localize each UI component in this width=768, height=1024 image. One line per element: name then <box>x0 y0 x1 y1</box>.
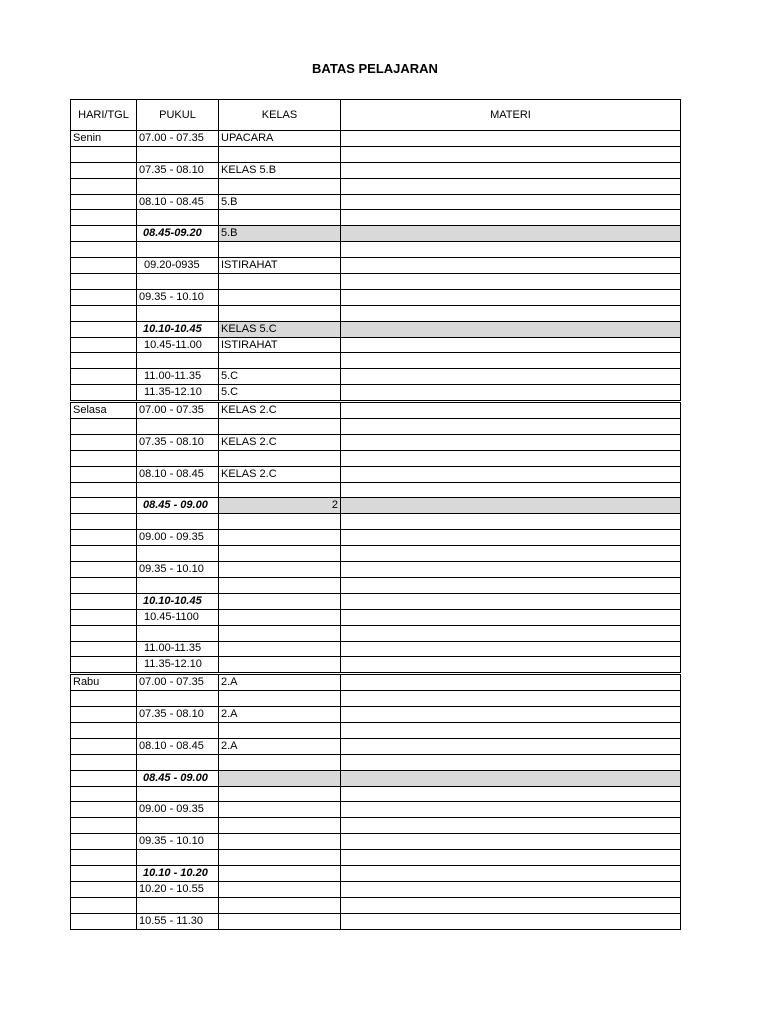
time-cell: 08.10 - 08.45 <box>137 738 219 754</box>
kelas-cell <box>219 818 341 834</box>
day-cell <box>71 162 137 178</box>
table-row <box>71 369 681 385</box>
materi-cell <box>341 546 681 562</box>
day-cell <box>71 722 137 738</box>
kelas-cell <box>219 274 341 290</box>
table-row <box>71 609 681 625</box>
day-cell <box>71 818 137 834</box>
time-cell <box>137 419 219 435</box>
day-cell <box>71 577 137 593</box>
day-cell <box>71 226 137 242</box>
materi-cell <box>341 434 681 450</box>
materi-cell <box>341 625 681 641</box>
table-row <box>71 353 681 369</box>
table-row <box>71 419 681 435</box>
kelas-cell <box>219 530 341 546</box>
time-cell: 10.10-10.45 <box>137 593 219 609</box>
time-cell: 10.10 - 10.20 <box>137 865 219 881</box>
day-cell <box>71 498 137 514</box>
day-cell <box>71 738 137 754</box>
day-cell <box>71 274 137 290</box>
header-kelas: KELAS <box>219 100 341 131</box>
time-cell <box>137 850 219 866</box>
time-cell <box>137 577 219 593</box>
time-cell: 11.35-12.10 <box>137 385 219 402</box>
kelas-cell <box>219 514 341 530</box>
materi-cell <box>341 913 681 929</box>
kelas-cell <box>219 577 341 593</box>
materi-cell <box>341 194 681 210</box>
kelas-cell: 2.A <box>219 738 341 754</box>
table-row <box>71 625 681 641</box>
day-cell <box>71 178 137 194</box>
time-cell: 09.00 - 09.35 <box>137 802 219 818</box>
materi-cell <box>341 305 681 321</box>
day-cell <box>71 609 137 625</box>
table-row <box>71 450 681 466</box>
kelas-cell <box>219 913 341 929</box>
time-cell <box>137 274 219 290</box>
table-row <box>71 850 681 866</box>
table-row <box>71 722 681 738</box>
time-cell: 07.00 - 07.35 <box>137 674 219 691</box>
kelas-cell: KELAS 5.B <box>219 162 341 178</box>
kelas-cell: KELAS 2.C <box>219 466 341 482</box>
materi-cell <box>341 562 681 578</box>
kelas-cell: UPACARA <box>219 131 341 147</box>
day-cell <box>71 419 137 435</box>
materi-cell <box>341 530 681 546</box>
table-row <box>71 881 681 897</box>
time-cell: 09.35 - 10.10 <box>137 834 219 850</box>
kelas-cell <box>219 850 341 866</box>
time-cell: 10.55 - 11.30 <box>137 913 219 929</box>
day-cell <box>71 897 137 913</box>
time-cell: 11.00-11.35 <box>137 641 219 657</box>
table-row <box>71 691 681 707</box>
day-cell <box>71 691 137 707</box>
materi-cell <box>341 353 681 369</box>
kelas-cell <box>219 897 341 913</box>
day-cell <box>71 913 137 929</box>
day-cell <box>71 369 137 385</box>
kelas-cell <box>219 450 341 466</box>
time-cell: 11.00-11.35 <box>137 369 219 385</box>
materi-cell <box>341 577 681 593</box>
day-cell: Rabu <box>71 674 137 691</box>
day-cell <box>71 146 137 162</box>
time-cell <box>137 546 219 562</box>
materi-cell <box>341 786 681 802</box>
materi-cell <box>341 707 681 723</box>
day-cell <box>71 450 137 466</box>
table-row <box>71 738 681 754</box>
header-hari-tgl: HARI/TGL <box>71 100 137 131</box>
kelas-cell <box>219 178 341 194</box>
table-row <box>71 321 681 337</box>
kelas-cell: 5.B <box>219 226 341 242</box>
materi-cell <box>341 593 681 609</box>
table-row <box>71 514 681 530</box>
kelas-cell: ISTIRAHAT <box>219 258 341 274</box>
materi-cell <box>341 146 681 162</box>
kelas-cell <box>219 562 341 578</box>
table-row <box>71 674 681 691</box>
time-cell <box>137 625 219 641</box>
day-cell <box>71 707 137 723</box>
time-cell: 07.00 - 07.35 <box>137 402 219 419</box>
table-row <box>71 707 681 723</box>
day-cell <box>71 562 137 578</box>
kelas-cell <box>219 146 341 162</box>
table-row <box>71 593 681 609</box>
materi-cell <box>341 274 681 290</box>
materi-cell <box>341 385 681 402</box>
table-row <box>71 897 681 913</box>
time-cell: 09.20-0935 <box>137 258 219 274</box>
kelas-cell: 5.C <box>219 385 341 402</box>
kelas-cell <box>219 546 341 562</box>
table-row <box>71 577 681 593</box>
materi-cell <box>341 482 681 498</box>
time-cell <box>137 242 219 258</box>
time-cell <box>137 786 219 802</box>
time-cell <box>137 305 219 321</box>
day-cell: Senin <box>71 131 137 147</box>
table-row <box>71 818 681 834</box>
day-cell <box>71 466 137 482</box>
table-row <box>71 226 681 242</box>
materi-cell <box>341 289 681 305</box>
kelas-cell <box>219 641 341 657</box>
table-row <box>71 786 681 802</box>
time-cell <box>137 210 219 226</box>
table-row <box>71 913 681 929</box>
day-cell <box>71 786 137 802</box>
day-cell: Selasa <box>71 402 137 419</box>
kelas-cell: 2 <box>219 498 341 514</box>
materi-cell <box>341 258 681 274</box>
time-cell <box>137 691 219 707</box>
kelas-cell <box>219 691 341 707</box>
materi-cell <box>341 657 681 674</box>
materi-cell <box>341 738 681 754</box>
table-row <box>71 498 681 514</box>
table-row <box>71 131 681 147</box>
time-cell <box>137 353 219 369</box>
time-cell <box>137 482 219 498</box>
day-cell <box>71 337 137 353</box>
kelas-cell: ISTIRAHAT <box>219 337 341 353</box>
materi-cell <box>341 419 681 435</box>
table-row <box>71 146 681 162</box>
page-title: BATAS PELAJARAN <box>312 61 438 76</box>
materi-cell <box>341 226 681 242</box>
day-cell <box>71 305 137 321</box>
day-cell <box>71 289 137 305</box>
kelas-cell <box>219 419 341 435</box>
time-cell <box>137 722 219 738</box>
day-cell <box>71 850 137 866</box>
materi-cell <box>341 402 681 419</box>
time-cell <box>137 178 219 194</box>
materi-cell <box>341 897 681 913</box>
time-cell: 10.20 - 10.55 <box>137 881 219 897</box>
table-row <box>71 834 681 850</box>
kelas-cell <box>219 865 341 881</box>
materi-cell <box>341 865 681 881</box>
materi-cell <box>341 178 681 194</box>
kelas-cell <box>219 625 341 641</box>
materi-cell <box>341 242 681 258</box>
kelas-cell <box>219 770 341 786</box>
day-cell <box>71 385 137 402</box>
time-cell: 08.10 - 08.45 <box>137 466 219 482</box>
day-cell <box>71 353 137 369</box>
day-cell <box>71 881 137 897</box>
header-row <box>71 100 681 131</box>
day-cell <box>71 258 137 274</box>
kelas-cell <box>219 305 341 321</box>
time-cell <box>137 514 219 530</box>
day-cell <box>71 641 137 657</box>
table-row <box>71 434 681 450</box>
kelas-cell <box>219 834 341 850</box>
day-cell <box>71 514 137 530</box>
time-cell: 07.35 - 08.10 <box>137 707 219 723</box>
time-cell: 07.00 - 07.35 <box>137 131 219 147</box>
table-row <box>71 178 681 194</box>
time-cell: 07.35 - 08.10 <box>137 162 219 178</box>
materi-cell <box>341 802 681 818</box>
kelas-cell <box>219 593 341 609</box>
time-cell: 08.45-09.20 <box>137 226 219 242</box>
day-cell <box>71 802 137 818</box>
kelas-cell: 2.A <box>219 707 341 723</box>
kelas-cell <box>219 482 341 498</box>
materi-cell <box>341 514 681 530</box>
table-row <box>71 305 681 321</box>
table-row <box>71 210 681 226</box>
materi-cell <box>341 369 681 385</box>
time-cell: 07.35 - 08.10 <box>137 434 219 450</box>
table-row <box>71 289 681 305</box>
materi-cell <box>341 609 681 625</box>
day-cell <box>71 321 137 337</box>
time-cell: 08.10 - 08.45 <box>137 194 219 210</box>
day-cell <box>71 434 137 450</box>
materi-cell <box>341 834 681 850</box>
table-row <box>71 562 681 578</box>
table-row <box>71 865 681 881</box>
kelas-cell <box>219 754 341 770</box>
materi-cell <box>341 818 681 834</box>
materi-cell <box>341 450 681 466</box>
time-cell <box>137 754 219 770</box>
kelas-cell <box>219 802 341 818</box>
materi-cell <box>341 722 681 738</box>
table-row <box>71 641 681 657</box>
table-row <box>71 194 681 210</box>
table-row <box>71 466 681 482</box>
time-cell <box>137 818 219 834</box>
table-row <box>71 402 681 419</box>
table-row <box>71 530 681 546</box>
materi-cell <box>341 770 681 786</box>
materi-cell <box>341 131 681 147</box>
table-row <box>71 754 681 770</box>
day-cell <box>71 530 137 546</box>
day-cell <box>71 242 137 258</box>
materi-cell <box>341 498 681 514</box>
materi-cell <box>341 337 681 353</box>
day-cell <box>71 194 137 210</box>
kelas-cell: 5.C <box>219 369 341 385</box>
materi-cell <box>341 691 681 707</box>
day-cell <box>71 657 137 674</box>
day-cell <box>71 210 137 226</box>
kelas-cell <box>219 881 341 897</box>
schedule-table <box>70 99 681 930</box>
materi-cell <box>341 881 681 897</box>
kelas-cell <box>219 786 341 802</box>
kelas-cell <box>219 657 341 674</box>
time-cell <box>137 450 219 466</box>
day-cell <box>71 482 137 498</box>
day-cell <box>71 625 137 641</box>
kelas-cell: 2.A <box>219 674 341 691</box>
kelas-cell <box>219 609 341 625</box>
day-cell <box>71 865 137 881</box>
materi-cell <box>341 674 681 691</box>
header-pukul: PUKUL <box>137 100 219 131</box>
time-cell: 10.45-11.00 <box>137 337 219 353</box>
materi-cell <box>341 850 681 866</box>
table-row <box>71 802 681 818</box>
table-row <box>71 274 681 290</box>
table-row <box>71 385 681 402</box>
materi-cell <box>341 754 681 770</box>
header-materi: MATERI <box>341 100 681 131</box>
kelas-cell <box>219 210 341 226</box>
day-cell <box>71 834 137 850</box>
time-cell: 08.45 - 09.00 <box>137 770 219 786</box>
table-row <box>71 657 681 674</box>
table-row <box>71 242 681 258</box>
kelas-cell <box>219 289 341 305</box>
time-cell: 09.35 - 10.10 <box>137 562 219 578</box>
materi-cell <box>341 321 681 337</box>
time-cell: 10.10-10.45 <box>137 321 219 337</box>
kelas-cell: KELAS 2.C <box>219 434 341 450</box>
kelas-cell <box>219 353 341 369</box>
time-cell: 08.45 - 09.00 <box>137 498 219 514</box>
table-row <box>71 482 681 498</box>
materi-cell <box>341 210 681 226</box>
materi-cell <box>341 641 681 657</box>
kelas-cell: KELAS 5.C <box>219 321 341 337</box>
kelas-cell <box>219 242 341 258</box>
kelas-cell: KELAS 2.C <box>219 402 341 419</box>
time-cell: 09.35 - 10.10 <box>137 289 219 305</box>
kelas-cell <box>219 722 341 738</box>
table-row <box>71 546 681 562</box>
day-cell <box>71 546 137 562</box>
time-cell <box>137 897 219 913</box>
table-row <box>71 770 681 786</box>
day-cell <box>71 754 137 770</box>
table-row <box>71 337 681 353</box>
day-cell <box>71 770 137 786</box>
time-cell <box>137 146 219 162</box>
time-cell: 10.45-1100 <box>137 609 219 625</box>
kelas-cell: 5.B <box>219 194 341 210</box>
day-cell <box>71 593 137 609</box>
materi-cell <box>341 466 681 482</box>
materi-cell <box>341 162 681 178</box>
table-row <box>71 258 681 274</box>
time-cell: 09.00 - 09.35 <box>137 530 219 546</box>
table-row <box>71 162 681 178</box>
time-cell: 11.35-12.10 <box>137 657 219 674</box>
